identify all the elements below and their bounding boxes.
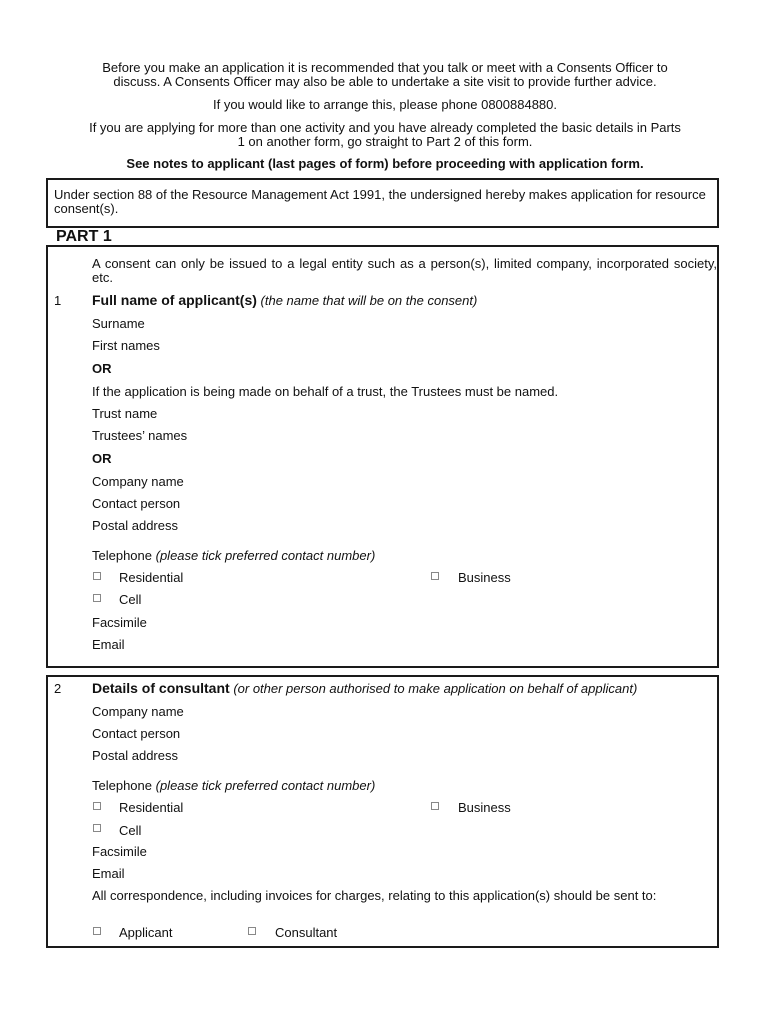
or-separator-2: OR — [92, 451, 112, 466]
cell-checkbox[interactable] — [93, 594, 101, 602]
consultant-telephone-label — [92, 778, 375, 793]
business-label: Business — [458, 570, 511, 585]
intro-multi-line-1: If you are applying for more than one activity and you have already completed the basic details in Parts — [89, 120, 681, 135]
company-name-label: Company name — [92, 474, 184, 489]
consultant-telephone-hint: (please tick preferred contact number) — [155, 778, 376, 793]
section-1-title: Full name of applicant(s) — [92, 292, 257, 308]
correspondence-note: All correspondence, including invoices for charges, relating to this application(s) should be sent to: — [92, 888, 657, 903]
telephone-hint: (please tick preferred contact number) — [155, 548, 376, 563]
trust-name-label: Trust name — [92, 406, 158, 421]
consultant-email-label: Email — [92, 866, 125, 881]
consultant-cell-checkbox[interactable] — [93, 824, 101, 832]
consultant-label: Consultant — [275, 925, 338, 940]
declaration-box — [46, 178, 719, 228]
residential-label: Residential — [119, 570, 184, 585]
consultant-residential-checkbox[interactable] — [93, 802, 101, 810]
intro-line-2: discuss. A Consents Officer may also be able to undertake a site visit to provide further advice. — [113, 74, 657, 89]
consultant-facsimile-label: Facsimile — [92, 844, 147, 859]
consultant-residential-label: Residential — [119, 800, 184, 815]
section-1-heading — [92, 292, 477, 308]
cell-label: Cell — [119, 592, 142, 607]
consultant-business-checkbox[interactable] — [431, 802, 439, 810]
intro-line-1: Before you make an application it is recommended that you talk or meet with a Consents Officer to — [102, 60, 668, 75]
section-2-title: Details of consultant — [92, 680, 230, 696]
contact-person-label: Contact person — [92, 496, 181, 511]
intro-notes: See notes to applicant (last pages of form) before proceeding with application form. — [126, 156, 644, 171]
consultant-section — [46, 675, 719, 948]
intro-multi-line-2: 1 on another form, go straight to Part 2 of this form. — [237, 134, 533, 149]
consultant-company-name-label: Company name — [92, 704, 184, 719]
section-2-subtitle: (or other person authorised to make application on behalf of applicant) — [233, 681, 638, 696]
consultant-checkbox[interactable] — [248, 927, 256, 935]
consultant-postal-address-label: Postal address — [92, 748, 178, 763]
consultant-telephone-text: Telephone — [92, 778, 152, 793]
applicant-checkbox[interactable] — [93, 927, 101, 935]
consultant-contact-person-label: Contact person — [92, 726, 181, 741]
trust-note: If the application is being made on behalf of a trust, the Trustees must be named. — [92, 384, 559, 399]
section-1-subtitle: (the name that will be on the consent) — [260, 293, 478, 308]
applicant-label: Applicant — [119, 925, 173, 940]
residential-checkbox[interactable] — [93, 572, 101, 580]
surname-label: Surname — [92, 316, 145, 331]
first-names-label: First names — [92, 338, 160, 353]
section-2-heading — [92, 680, 637, 696]
telephone-text: Telephone — [92, 548, 152, 563]
business-checkbox[interactable] — [431, 572, 439, 580]
or-separator-1: OR — [92, 361, 112, 376]
legal-entity-note: A consent can only be issued to a legal entity such as a person(s), limited company, incorporated society, etc. — [92, 256, 717, 285]
consultant-cell-label: Cell — [119, 823, 142, 838]
section-1-number: 1 — [54, 293, 62, 308]
telephone-label — [92, 548, 375, 563]
section-2-number: 2 — [54, 681, 62, 696]
facsimile-label: Facsimile — [92, 615, 147, 630]
declaration-text: Under section 88 of the Resource Management Act 1991, the undersigned hereby makes application for resource consent(s). — [54, 187, 706, 216]
part1-heading: PART 1 — [56, 228, 112, 245]
trustees-names-label: Trustees’ names — [92, 428, 188, 443]
postal-address-label: Postal address — [92, 518, 178, 533]
intro-phone: If you would like to arrange this, please phone 0800884880. — [212, 97, 558, 112]
applicant-section — [46, 245, 719, 668]
email-label: Email — [92, 637, 125, 652]
consultant-business-label: Business — [458, 800, 511, 815]
